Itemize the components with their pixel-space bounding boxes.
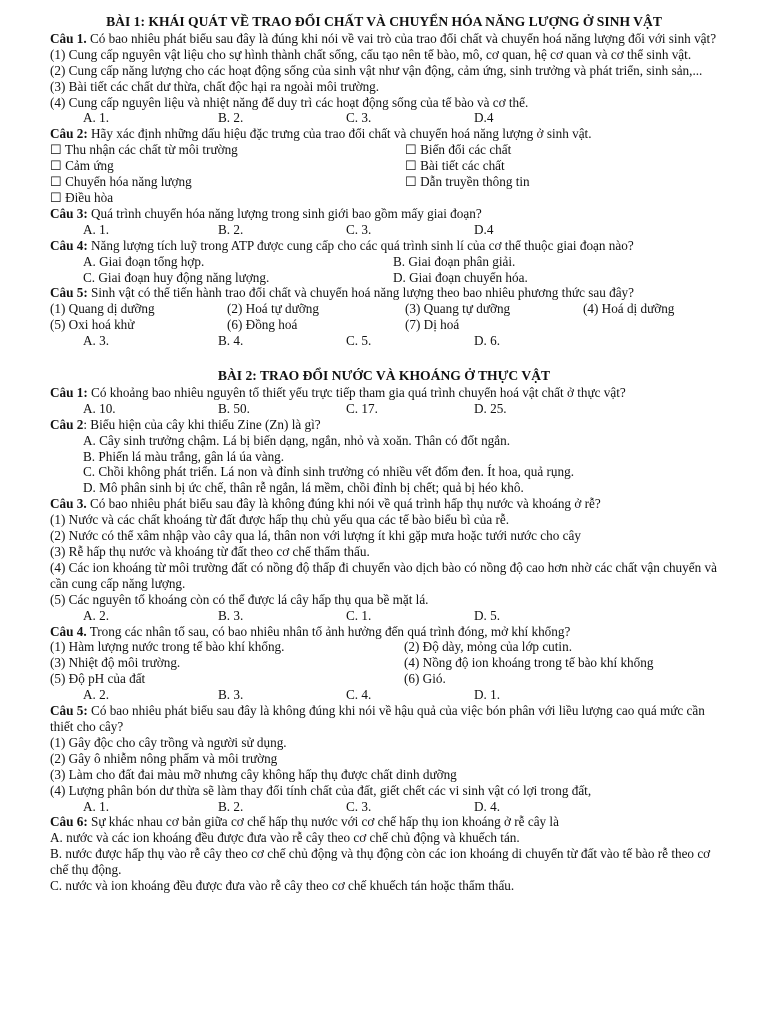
answer-c: C. 3. xyxy=(346,221,372,237)
factor-item: (6) Gió. xyxy=(404,671,446,687)
l1-q1 xyxy=(50,31,718,47)
question-label: Câu 2: xyxy=(50,126,88,142)
l1-q1-statement-4: (4) Cung cấp nguyên liệu và nhiệt năng để duy trì các hoạt động sống của tế bào và cơ thể. xyxy=(50,94,529,110)
answer-c: C. nước và ion khoáng đều được đưa vào rễ cây theo cơ chế khuếch tán hoặc thẩm thấu. xyxy=(50,878,515,894)
l2-q5-statement-3: (3) Làm cho đất đai màu mỡ nhưng cây không hấp thụ được chất dinh dưỡng xyxy=(50,766,457,782)
l1-q2 xyxy=(50,126,718,142)
answer-d: D. 1. xyxy=(474,687,501,703)
answer-b: B. 2. xyxy=(218,110,244,126)
l2-q4 xyxy=(50,624,718,640)
question-text: Sinh vật có thể tiến hành trao đổi chất và chuyển hoá năng lượng theo bao nhiêu phương thức sau đây? xyxy=(87,285,634,301)
l1-q2-options-row-2 xyxy=(50,158,718,174)
option-checkbox[interactable]: ☐ Cảm ứng xyxy=(50,158,114,174)
l2-q5-statement-2: (2) Gây ô nhiễm nông phẩm và môi trường xyxy=(50,750,278,766)
question-text: Sự khác nhau cơ bản giữa cơ chế hấp thụ nước với cơ chế hấp thụ ion khoáng ở rễ cây là xyxy=(87,814,559,830)
answer-b: B. 50. xyxy=(218,400,250,416)
answer-b: B. nước được hấp thụ vào rễ cây theo cơ chế chủ động và thụ động còn các ion khoáng di chuyển từ đất vào tế bào rễ theo cơ chế thụ động. xyxy=(50,846,711,878)
answer-a: A. 3. xyxy=(83,333,110,349)
question-text: Có bao nhiêu phát biểu sau đây là đúng khi nói về vai trò của trao đổi chất và chuyển hoá năng lượng đối với sinh vật? xyxy=(86,30,717,46)
l1-q4 xyxy=(50,238,718,254)
answer-a: A. 10. xyxy=(83,400,116,416)
l2-q6 xyxy=(50,814,718,830)
method-item: (3) Quang tự dưỡng xyxy=(405,301,511,317)
answer-c: C. 5. xyxy=(346,333,372,349)
answer-a: A. 2. xyxy=(83,687,110,703)
l2-q5-statement-1: (1) Gây độc cho cây trồng và người sử dụng. xyxy=(50,734,287,750)
answer-a: A. 1. xyxy=(83,110,110,126)
l1-q5-methods-row-2 xyxy=(50,317,718,333)
option-checkbox[interactable]: ☐ Dẫn truyền thông tin xyxy=(405,174,530,190)
l2-q1-answers xyxy=(50,401,718,417)
method-item: (6) Đồng hoá xyxy=(227,317,298,333)
answer-a: A. 1. xyxy=(83,221,110,237)
l1-q4-answers-row-1 xyxy=(50,254,718,270)
question-text: : Biểu hiện của cây khi thiếu Zine (Zn) là gì? xyxy=(83,416,321,432)
question-text: Quá trình chuyển hóa năng lượng trong sinh giới bao gồm mấy giai đoạn? xyxy=(87,205,482,221)
method-item: (7) Dị hoá xyxy=(405,317,460,333)
answer-d: D. 25. xyxy=(474,400,507,416)
method-item: (1) Quang dị dưỡng xyxy=(50,301,155,317)
l1-q1-statement-1: (1) Cung cấp nguyên vật liệu cho sự hình thành chất sống, cấu tạo nên tế bào, mô, cơ quan, hệ cơ quan và cơ thể sinh vật. xyxy=(50,46,692,62)
answer-a: A. nước và các ion khoáng đều được đưa vào rễ cây theo cơ chế chủ động và khuếch tán. xyxy=(50,830,520,846)
answer-d: D. 4. xyxy=(474,798,501,814)
question-label: Câu 1. xyxy=(50,30,87,46)
answer-d: D. 5. xyxy=(474,607,501,623)
l1-q1-answers xyxy=(50,110,718,126)
l2-q3-statement-4: (4) Các ion khoáng từ môi trường đất có nồng độ thấp đi chuyển vào dịch bào có nồng độ cao hơn nhờ các chất vận chuyển và cần cung cấp năng lượng. xyxy=(50,559,717,591)
factor-item: (2) Độ dày, mỏng của lớp cutin. xyxy=(404,639,572,655)
option-checkbox[interactable]: ☐ Biến đổi các chất xyxy=(405,142,512,158)
option-checkbox[interactable]: ☐ Bài tiết các chất xyxy=(405,158,505,174)
question-text: Trong các nhân tố sau, có bao nhiêu nhân tố ảnh hưởng đến quá trình đóng, mở khí khổng? xyxy=(86,623,571,639)
l1-q3 xyxy=(50,206,718,222)
l1-q2-options-row-1 xyxy=(50,142,718,158)
l2-q5 xyxy=(50,703,718,735)
option-checkbox[interactable]: ☐ Chuyển hóa năng lượng xyxy=(50,174,192,190)
answer-c: C. 17. xyxy=(346,400,378,416)
method-item: (4) Hoá dị dưỡng xyxy=(583,301,675,317)
question-label: Câu 4: xyxy=(50,237,88,253)
l2-q4-factors-row-1 xyxy=(50,639,718,655)
l1-q5 xyxy=(50,285,718,301)
method-item: (5) Oxi hoá khử xyxy=(50,317,135,333)
l1-q5-methods-row-1 xyxy=(50,301,718,317)
question-label: Câu 3. xyxy=(50,496,87,512)
l2-q4-answers xyxy=(50,687,718,703)
question-text: Có khoảng bao nhiêu nguyên tố thiết yếu trực tiếp tham gia quá trình chuyển hoá vật chất ở thực vật? xyxy=(87,384,626,400)
answer-d: D. Giai đoạn chuyển hóa. xyxy=(393,269,528,285)
factor-item: (1) Hàm lượng nước trong tế bào khí khổng. xyxy=(50,639,285,655)
l1-q1-statement-2: (2) Cung cấp năng lượng cho các hoạt động sống của sinh vật như vận động, cảm ứng, sinh trưởng và phát triển, sinh sản,... xyxy=(50,62,703,78)
l2-q3-statement-1: (1) Nước và các chất khoáng từ đất được hấp thụ chủ yếu qua các tế bào biểu bì của rễ. xyxy=(50,512,510,528)
answer-d: D. 6. xyxy=(474,333,501,349)
lesson1-title: BÀI 1: KHÁI QUÁT VỀ TRAO ĐỔI CHẤT VÀ CHUYỂN HÓA NĂNG LƯỢNG Ở SINH VẬT xyxy=(106,14,662,29)
l1-q3-answers xyxy=(50,222,718,238)
option-checkbox[interactable]: ☐ Điều hòa xyxy=(50,189,114,205)
l2-q4-factors-row-2 xyxy=(50,655,718,671)
answer-c: C. 3. xyxy=(346,110,372,126)
l1-q4-answers-row-2 xyxy=(50,270,718,286)
question-label: Câu 5: xyxy=(50,285,88,301)
l1-q5-answers xyxy=(50,333,718,349)
answer-c: C. 1. xyxy=(346,607,372,623)
l2-q4-factors-row-3 xyxy=(50,671,718,687)
question-text: Năng lượng tích luỹ trong ATP được cung cấp cho các quá trình sinh lí của cơ thể thuộc giai đoạn nào? xyxy=(87,237,634,253)
factor-item: (3) Nhiệt độ môi trường. xyxy=(50,655,181,671)
question-label: Câu 3: xyxy=(50,205,88,221)
answer-a: A. Giai đoạn tổng hợp. xyxy=(83,253,205,269)
l2-q3-answers xyxy=(50,608,718,624)
question-label: Câu 1: xyxy=(50,384,88,400)
question-text: Có bao nhiêu phát biểu sau đây là không đúng khi nói về hậu quả của việc bón phân với liều lượng cao quá mức cần thiết cho cây? xyxy=(50,703,705,734)
answer-b: B. Phiến lá màu trắng, gân lá úa vàng. xyxy=(83,448,285,464)
question-text: Hãy xác định những dấu hiệu đặc trưng của trao đổi chất và chuyển hoá năng lượng ở sinh vật. xyxy=(87,126,592,142)
option-checkbox[interactable]: ☐ Thu nhận các chất từ môi trường xyxy=(50,142,238,158)
question-text: Có bao nhiêu phát biểu sau đây là không đúng khi nói về quá trình hấp thụ nước và khoáng ở rễ? xyxy=(86,496,601,512)
l2-q1 xyxy=(50,385,718,401)
question-label: Câu 4. xyxy=(50,623,87,639)
answer-b: B. 2. xyxy=(218,221,244,237)
answer-a: A. 2. xyxy=(83,607,110,623)
answer-b: B. 4. xyxy=(218,333,244,349)
answer-d: D. Mô phân sinh bị ức chế, thân rễ ngắn, lá mềm, chồi đỉnh bị chết; quả bị héo khô. xyxy=(83,480,524,496)
l2-q3-statement-2: (2) Nước có thể xâm nhập vào cây qua lá, thân non với lượng ít khi gặp mưa hoặc tưới nước cho cây xyxy=(50,528,581,544)
answer-b: B. Giai đoạn phân giải. xyxy=(393,253,516,269)
answer-c: C. 4. xyxy=(346,687,372,703)
l2-q3-statement-3: (3) Rễ hấp thụ nước và khoáng từ đất theo cơ chế thẩm thấu. xyxy=(50,544,370,559)
answer-a: A. Cây sinh trưởng chậm. Lá bị biến dạng, ngắn, nhỏ và xoăn. Thân có đốt ngắn. xyxy=(83,432,510,448)
l2-q3-statement-5: (5) Các nguyên tố khoáng còn có thể được lá cây hấp thụ qua bề mặt lá. xyxy=(50,591,429,607)
l1-q2-options-row-3 xyxy=(50,174,718,190)
lesson2-title: BÀI 2: TRAO ĐỔI NƯỚC VÀ KHOÁNG Ở THỰC VẬT xyxy=(217,368,551,384)
factor-item: (5) Độ pH của đất xyxy=(50,671,146,687)
l2-q2 xyxy=(50,417,718,433)
answer-b: B. 2. xyxy=(218,798,244,814)
question-label: Câu 5: xyxy=(50,703,88,719)
factor-item: (4) Nồng độ ion khoáng trong tế bào khí khổng xyxy=(404,655,654,671)
l2-q3 xyxy=(50,496,718,512)
answer-c: C. 3. xyxy=(346,798,372,814)
question-label: Câu 2 xyxy=(50,416,84,432)
question-label: Câu 6: xyxy=(50,814,88,830)
l2-q5-answers xyxy=(50,799,718,815)
answer-c: C. Chồi không phát triển. Lá non và đỉnh sinh trưởng có nhiều vết đốm đen. Ít hoa, quả rụng. xyxy=(83,464,574,480)
answer-d: D.4 xyxy=(474,221,494,237)
l1-q1-statement-3: (3) Bài tiết các chất dư thừa, chất độc hại ra ngoài môi trường. xyxy=(50,78,380,94)
answer-b: B. 3. xyxy=(218,607,244,623)
answer-c: C. Giai đoạn huy động năng lượng. xyxy=(83,269,270,285)
answer-d: D.4 xyxy=(474,110,494,126)
answer-a: A. 1. xyxy=(83,798,110,814)
method-item: (2) Hoá tự dưỡng xyxy=(227,301,319,317)
l2-q5-statement-4: (4) Lượng phân bón dư thừa sẽ làm thay đổi tính chất của đất, giết chết các vi sinh vật có lợi trong đất, xyxy=(50,782,592,798)
answer-b: B. 3. xyxy=(218,687,244,703)
